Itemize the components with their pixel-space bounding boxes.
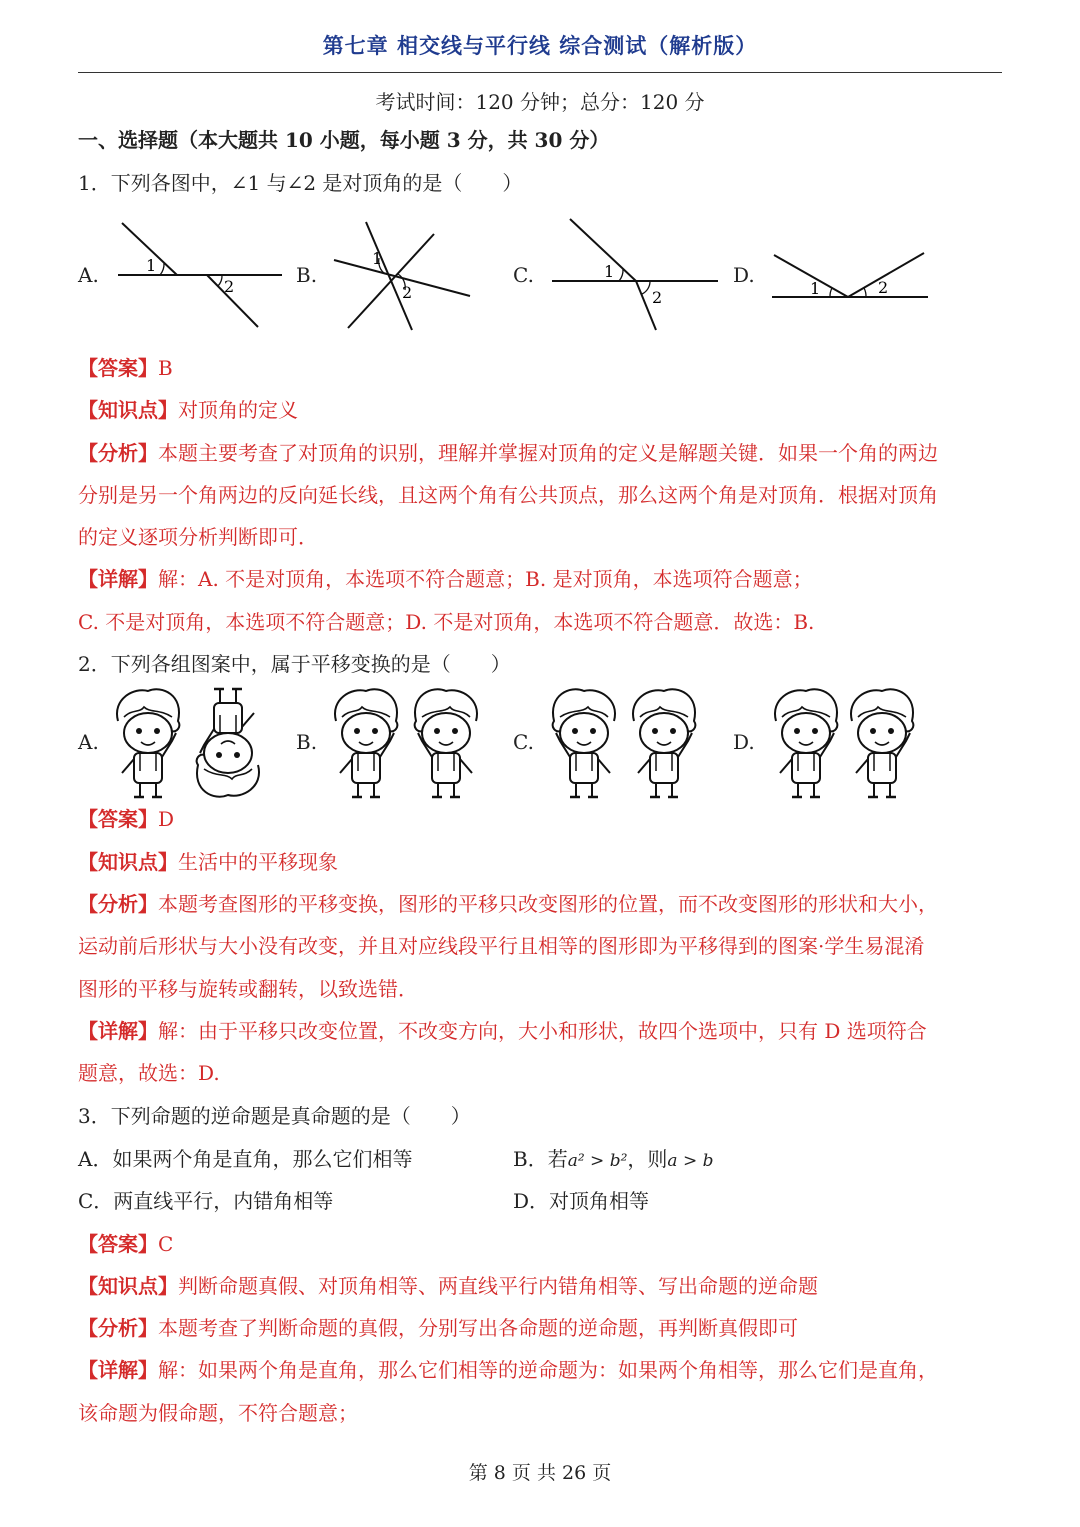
- angle-2-label: 2: [652, 288, 663, 307]
- q2-option-b-label: B.: [296, 730, 318, 754]
- header-divider: [78, 72, 1002, 73]
- q3-option-c: C．两直线平行，内错角相等: [78, 1189, 334, 1213]
- answer-label: 【答案】: [78, 807, 158, 831]
- q3-option-b-mid: ，则: [627, 1147, 668, 1171]
- q2-figure-d: [768, 685, 928, 800]
- q3-option-b-conclusion: a > b: [667, 1151, 714, 1171]
- q3-knowledge: 判断命题真假、对顶角相等、两直线平行内错角相等、写出命题的逆命题: [178, 1274, 818, 1298]
- q1-analysis-line: 本题主要考查了对顶角的识别，理解并掌握对顶角的定义是解题关键．如果一个角的两边: [158, 441, 938, 465]
- angle-1-label: 1: [810, 279, 821, 298]
- q2-figure-b: [328, 685, 488, 800]
- detail-label: 【详解】: [78, 1019, 158, 1043]
- q2-stem: 2．下列各组图案中，属于平移变换的是（ ）: [78, 652, 511, 676]
- q1-answer: B: [158, 356, 173, 380]
- section-title: 一、选择题（本大题共 10 小题，每小题 3 分，共 30 分）: [78, 128, 610, 152]
- knowledge-label: 【知识点】: [78, 850, 178, 874]
- q2-analysis-line: 运动前后形状与大小没有改变，并且对应线段平行且相等的图形即为平移得到的图案·学生易混淆: [78, 934, 925, 958]
- q1-detail-line: 解：A. 不是对顶角，本选项不符合题意；B. 是对顶角，本选项符合题意；: [158, 567, 813, 591]
- answer-label: 【答案】: [78, 1232, 158, 1256]
- angle-1-label: 1: [372, 249, 383, 268]
- q2-option-c-label: C.: [513, 730, 534, 754]
- q1-option-d-label: D.: [733, 263, 755, 287]
- q2-answer: D: [158, 807, 175, 831]
- document-title: 第七章 相交线与平行线 综合测试（解析版）: [322, 34, 758, 58]
- page-footer: 第 8 页 共 26 页: [468, 1462, 612, 1484]
- q1-analysis-line: 分别是另一个角两边的反向延长线，且这两个角有公共顶点，那么这两个角是对顶角．根据对顶角: [78, 483, 938, 507]
- q2-figure-a: [110, 685, 270, 800]
- q2-option-d-label: D.: [733, 730, 755, 754]
- q3-analysis: 本题考查了判断命题的真假，分别写出各命题的逆命题，再判断真假即可: [158, 1316, 798, 1340]
- answer-label: 【答案】: [78, 356, 158, 380]
- detail-label: 【详解】: [78, 567, 158, 591]
- q1-figure-a: [110, 215, 290, 330]
- q3-option-a: A．如果两个角是直角，那么它们相等: [78, 1147, 413, 1171]
- q1-figure-b: [328, 218, 478, 333]
- q2-analysis-line: 本题考查图形的平移变换，图形的平移只改变图形的位置，而不改变图形的形状和大小，: [158, 892, 938, 916]
- q1-stem: 1．下列各图中，∠1 与∠2 是对顶角的是（ ）: [78, 171, 523, 195]
- analysis-label: 【分析】: [78, 441, 158, 465]
- q3-answer: C: [158, 1232, 174, 1256]
- q2-option-a-label: A.: [78, 730, 99, 754]
- analysis-label: 【分析】: [78, 1316, 158, 1340]
- q1-figure-d: [768, 245, 933, 305]
- q1-detail-line: C. 不是对顶角，本选项不符合题意；D. 不是对顶角，本选项不符合题意．故选：B.: [78, 610, 815, 634]
- angle-2-label: 2: [402, 283, 413, 302]
- q1-option-a-label: A.: [78, 263, 99, 287]
- knowledge-label: 【知识点】: [78, 398, 178, 422]
- q1-figure-c: [548, 213, 723, 333]
- q2-detail-line: 解：由于平移只改变位置，不改变方向，大小和形状，故四个选项中，只有 D 选项符合: [158, 1019, 927, 1043]
- q2-knowledge: 生活中的平移现象: [178, 850, 338, 874]
- q3-option-d: D．对顶角相等: [513, 1189, 650, 1213]
- exam-info: 考试时间：120 分钟；总分：120 分: [375, 90, 705, 114]
- knowledge-label: 【知识点】: [78, 1274, 178, 1298]
- q3-option-b: [513, 1146, 713, 1174]
- angle-2-label: 2: [878, 278, 889, 297]
- q3-stem: 3．下列命题的逆命题是真命题的是（ ）: [78, 1104, 471, 1128]
- q3-detail-line: 该命题为假命题，不符合题意；: [78, 1401, 358, 1425]
- analysis-label: 【分析】: [78, 892, 158, 916]
- angle-2-label: 2: [224, 277, 235, 296]
- detail-label: 【详解】: [78, 1358, 158, 1382]
- q2-detail-line: 题意，故选：D.: [78, 1061, 220, 1085]
- q1-analysis-line: 的定义逐项分析判断即可．: [78, 525, 318, 549]
- angle-1-label: 1: [146, 256, 157, 275]
- q2-figure-c: [546, 685, 706, 800]
- angle-1-label: 1: [604, 262, 615, 281]
- q3-option-b-prefix: B．若: [513, 1147, 568, 1171]
- q1-option-b-label: B.: [296, 263, 318, 287]
- q3-option-b-condition: a² > b²: [567, 1151, 628, 1171]
- q1-option-c-label: C.: [513, 263, 534, 287]
- q3-detail-line: 解：如果两个角是直角，那么它们相等的逆命题为：如果两个角相等，那么它们是直角，: [158, 1358, 938, 1382]
- q2-analysis-line: 图形的平移与旋转或翻转，以致选错．: [78, 977, 418, 1001]
- q1-knowledge: 对顶角的定义: [178, 398, 298, 422]
